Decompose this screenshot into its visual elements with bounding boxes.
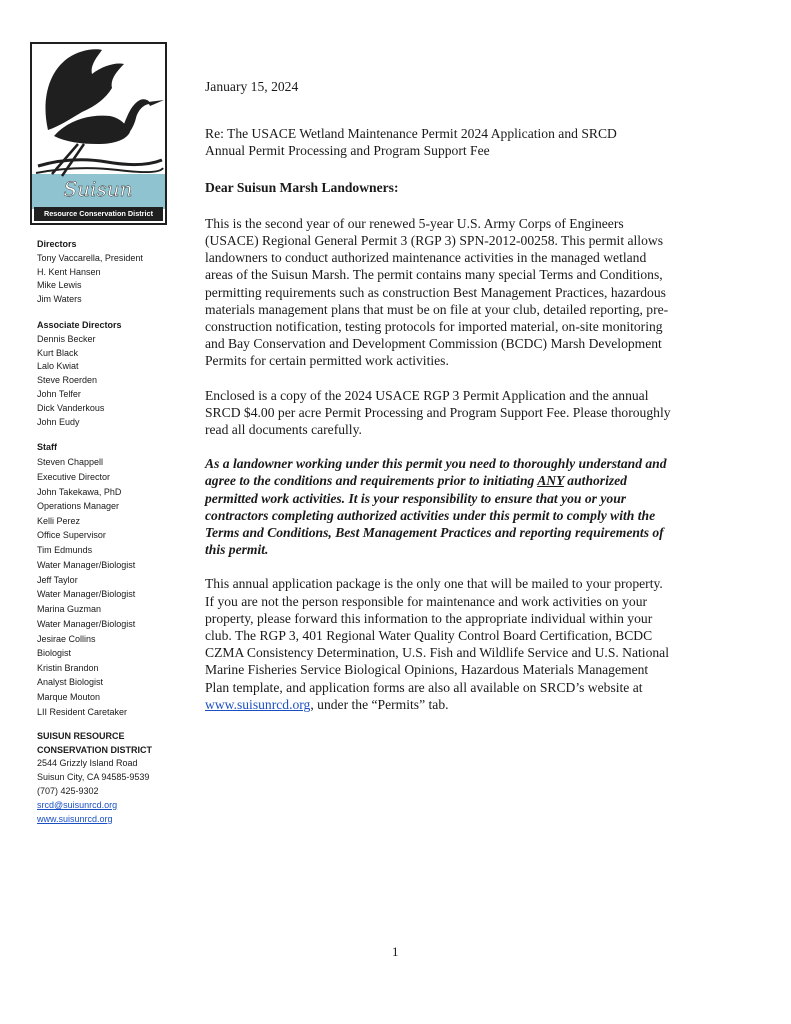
paragraph-availability xyxy=(205,575,675,713)
paragraph-enclosures: Enclosed is a copy of the 2024 USACE RGP 3 Permit Application and the annual SRCD $4.00 per acre Permit Processing and Program Support Fee. Please thoroughly read all documents carefully. xyxy=(205,387,671,438)
address-line: 2544 Grizzly Island Road xyxy=(37,758,138,769)
staff-title: Water Manager/Biologist xyxy=(37,589,136,600)
staff-title: Biologist xyxy=(37,648,72,658)
staff-name: Tim Edmunds xyxy=(37,545,93,556)
directors-heading: Directors xyxy=(37,239,77,249)
staff-name: Steven Chappell xyxy=(37,457,104,468)
staff-name: Kristin Brandon xyxy=(37,663,99,673)
staff-heading: Staff xyxy=(37,442,57,453)
associate-director-name: John Telfer xyxy=(37,388,81,399)
emphasis-text: authorized permitted work activities. It is your responsibility to ensure that you or your contractors completing authorized activities under this permit to comply with the Terms and Conditions, Best Management Practices and reporting requirements of this permit. xyxy=(205,473,664,558)
staff-name: John Takekawa, PhD xyxy=(37,486,122,497)
staff-name: Jeff Taylor xyxy=(37,574,78,585)
salutation: Dear Suisun Marsh Landowners: xyxy=(205,179,399,195)
director-name: Tony Vaccarella, President xyxy=(37,252,143,263)
staff-title: LII Resident Caretaker xyxy=(37,706,128,717)
letter-body xyxy=(205,78,675,730)
subject-line xyxy=(205,125,675,159)
staff-title: Water Manager/Biologist xyxy=(37,559,136,570)
district-logo xyxy=(30,42,167,225)
director-name: Jim Waters xyxy=(37,294,82,305)
associate-director-name: Kurt Black xyxy=(37,347,79,358)
staff-list xyxy=(37,441,172,719)
director-name: Mike Lewis xyxy=(37,280,82,291)
staff-title: Analyst Biologist xyxy=(37,677,104,688)
logo-band-text: Resource Conservation District xyxy=(34,207,163,221)
emphasis-text: As a landowner working under this permit you need to thoroughly understand and agree to the conditions and requirements prior to initiating xyxy=(205,456,667,489)
subject-line-1: Re: The USACE Wetland Maintenance Permit 2024 Application and SRCD xyxy=(205,126,617,142)
staff-name: Jesirae Collins xyxy=(37,633,96,644)
phone-number: (707) 425-9302 xyxy=(37,786,99,796)
paragraph-text: This annual application package is the only one that will be mailed to your property. If you are not the person responsible for maintenance and work activities on your property, please forward this information to the appropriate individual within your club. The RGP 3, 401 Regional Water Quality Control Board Certification, BCDC CZMA Consistency Determination, U.S. Fish and Wildlife Service and U.S. National Marine Fisheries Service Biological Opinions, Hazardous Materials Management Plan template, and application forms are also all available on SRCD’s website at xyxy=(205,576,669,695)
associate-director-name: Steve Roerden xyxy=(37,375,98,386)
staff-title: Executive Director xyxy=(37,471,111,482)
staff-title: Water Manager/Biologist xyxy=(37,618,136,629)
associate-director-name: Dick Vanderkous xyxy=(37,402,105,413)
org-name: SUISUN RESOURCE xyxy=(37,730,125,741)
address-line: Suisun City, CA 94585-9539 xyxy=(37,772,150,783)
staff-name: Marina Guzman xyxy=(37,604,102,615)
staff-title: Office Supervisor xyxy=(37,530,106,541)
associate-director-name: John Eudy xyxy=(37,416,80,427)
director-name: H. Kent Hansen xyxy=(37,266,101,277)
paragraph-text: , under the “Permits” tab. xyxy=(310,696,449,712)
emphasis-underlined: ANY xyxy=(537,473,564,489)
page-number: 1 xyxy=(392,944,399,959)
letter-date: January 15, 2024 xyxy=(205,79,299,94)
sidebar-roster xyxy=(37,238,172,826)
staff-name: Marque Mouton xyxy=(37,692,101,703)
subject-line-2: Annual Permit Processing and Program Support Fee xyxy=(205,143,490,159)
logo-script-text: Suisun xyxy=(63,177,133,201)
org-name: CONSERVATION DISTRICT xyxy=(37,744,153,755)
email-link[interactable]: srcd@suisunrcd.org xyxy=(37,799,118,810)
staff-name: Kelli Perez xyxy=(37,515,81,526)
paragraph-permit-overview: This is the second year of our renewed 5-year U.S. Army Corps of Engineers (USACE) Regional General Permit 3 (RGP 3) SPN-2012-00258. This permit allows landowners to conduct authorized maintenance activities in the managed wetland areas of the Suisun Marsh. The permit contains many special Terms and Conditions, permitting requirements such as construction Best Management Practices, hazardous materials management plans that must be on file at your club, detailed reporting, pre-construction notification, testing protocols for imported material, on-site monitoring and Bay Conservation and Development Commission (BCDC) Marsh Development Permits for certain permitted work activities. xyxy=(205,215,669,369)
associate-directors-heading: Associate Directors xyxy=(37,319,122,330)
heron-icon xyxy=(32,44,165,209)
associate-director-name: Lalo Kwiat xyxy=(37,361,79,372)
website-link[interactable]: www.suisunrcd.org xyxy=(37,813,113,824)
staff-title: Operations Manager xyxy=(37,500,120,511)
website-link[interactable]: www.suisunrcd.org xyxy=(205,696,311,712)
associate-director-name: Dennis Becker xyxy=(37,333,96,344)
paragraph-responsibility xyxy=(205,455,675,558)
